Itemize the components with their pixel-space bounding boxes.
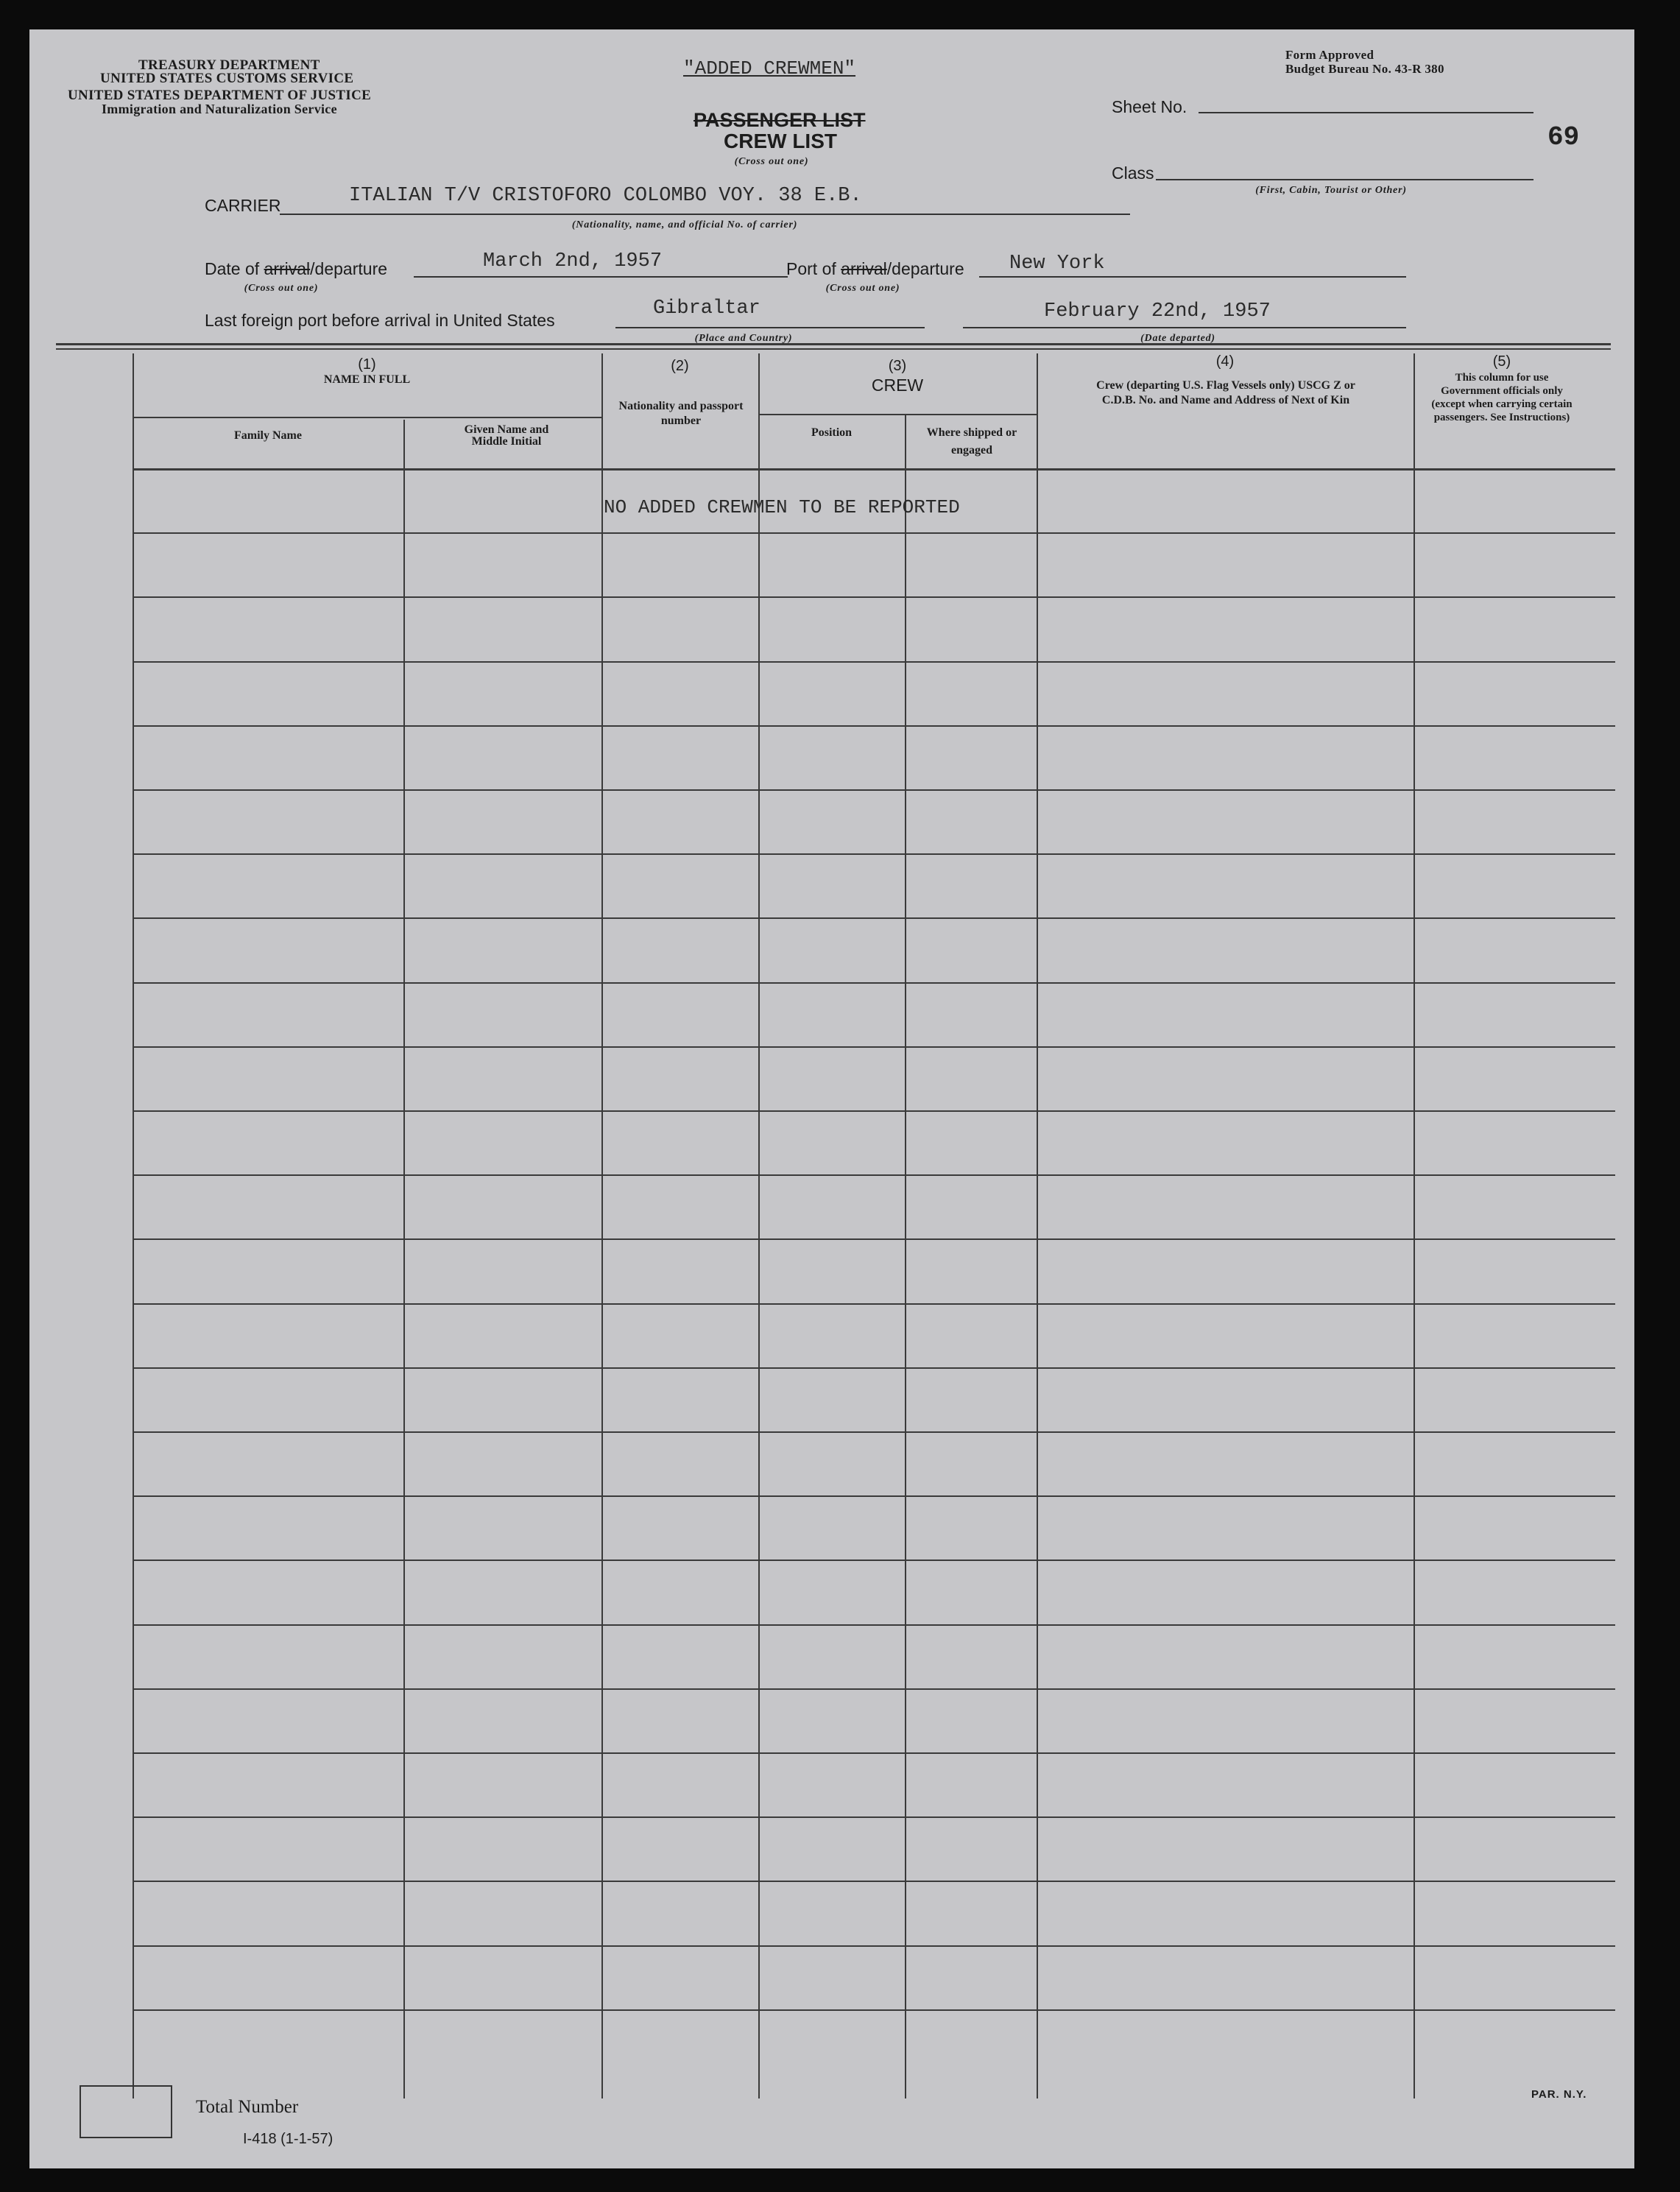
table-row-line [133, 1688, 1615, 1690]
table-row-line [133, 982, 1615, 984]
table-row-line [133, 1945, 1615, 1947]
col2-number: (2) [671, 358, 689, 374]
crew-list-title: CREW LIST [724, 130, 837, 152]
table-row-line [133, 2009, 1615, 2011]
table-row-line [133, 1046, 1615, 1048]
last-port-value: Gibraltar [653, 297, 760, 320]
carrier-label: CARRIER [205, 196, 281, 215]
date-caption: (Cross out one) [244, 283, 319, 294]
carrier-caption: (Nationality, name, and official No. of carrier) [571, 219, 798, 230]
table-row-line [133, 1367, 1615, 1369]
list-cross-out-caption: (Cross out one) [734, 156, 809, 167]
name-subheader-rule [133, 417, 601, 418]
col-divider-crew [758, 353, 760, 2098]
next-of-kin-header: Crew (departing U.S. Flag Vessels only) USCG Z or C.D.B. No. and Name and Address of Next of Kin [1096, 379, 1355, 406]
table-row-line [133, 661, 1615, 663]
col-divider-next-of-kin [1037, 353, 1038, 2098]
sheet-label: Sheet No. [1112, 97, 1187, 116]
col3-number: (3) [888, 358, 907, 374]
col5-number: (5) [1492, 353, 1511, 370]
port-label-prefix: Port of [786, 259, 841, 278]
table-row-line [133, 1816, 1615, 1818]
class-caption: (First, Cabin, Tourist or Other) [1255, 185, 1407, 196]
given-name-header: Given Name and Middle Initial [464, 423, 549, 448]
col-divider-where-shipped [905, 414, 906, 2098]
crew-table [29, 29, 1634, 2168]
agency-line-2: UNITED STATES CUSTOMS SERVICE [100, 71, 354, 86]
agency-line-3: UNITED STATES DEPARTMENT OF JUSTICE [68, 88, 372, 103]
where-shipped-header: Where shipped or engaged [926, 426, 1017, 457]
position-header: Position [811, 426, 853, 439]
table-left-border [133, 353, 134, 2098]
table-row-line [133, 1431, 1615, 1433]
table-row-line [133, 596, 1615, 598]
port-label-struck: arrival [841, 259, 887, 278]
agency-line-1: TREASURY DEPARTMENT [138, 57, 320, 73]
form-number: I-418 (1-1-57) [243, 2131, 333, 2147]
crew-subheader-rule [758, 414, 1037, 415]
agency-line-4: Immigration and Naturalization Service [102, 102, 337, 116]
class-label: Class [1112, 163, 1154, 183]
port-caption: (Cross out one) [825, 283, 900, 294]
table-row-line [133, 917, 1615, 919]
table-row-line [133, 1303, 1615, 1305]
port-value: New York [1009, 253, 1105, 275]
table-row-line [133, 1495, 1615, 1497]
table-row-line [133, 1752, 1615, 1754]
carrier-value: ITALIAN T/V CRISTOFORO COLOMBO VOY. 38 E.B. [349, 185, 862, 207]
nationality-header: Nationality and passport number [618, 400, 744, 427]
table-row-line [133, 1110, 1615, 1112]
total-number-box[interactable] [80, 2085, 172, 2138]
col-divider-government [1413, 353, 1415, 2098]
sheet-number: 69 [1547, 122, 1580, 152]
col-divider-given [403, 420, 405, 2098]
col1-number: (1) [358, 356, 376, 373]
crew-header: CREW [871, 376, 924, 395]
date-label-struck: arrival [264, 259, 311, 278]
budget-bureau: Budget Bureau No. 43-R 380 [1285, 62, 1444, 76]
table-row-line [133, 532, 1615, 534]
table-row-line [133, 1560, 1615, 1561]
last-port-label: Last foreign port before arrival in United States [205, 311, 555, 330]
no-crewmen-note: NO ADDED CREWMEN TO BE REPORTED [604, 496, 960, 518]
table-row-line [133, 789, 1615, 791]
table-row-line [133, 1624, 1615, 1626]
table-row-line [133, 1881, 1615, 1882]
port-label-suffix: /departure [886, 259, 964, 278]
col-divider-nationality [601, 353, 603, 2098]
form-page [29, 29, 1634, 2168]
printer-mark: PAR. N.Y. [1531, 2088, 1587, 2101]
government-header: This column for use Government officials only (except when carrying certain passengers. See Instructions) [1431, 372, 1573, 423]
last-port-caption: (Place and Country) [694, 333, 793, 344]
date-departed-value: February 22nd, 1957 [1044, 300, 1271, 323]
header-bottom-rule [133, 468, 1615, 471]
table-row-line [133, 725, 1615, 727]
date-label-suffix: /departure [310, 259, 388, 278]
added-crewmen-stamp: "ADDED CREWMEN" [683, 57, 856, 80]
total-number-label: Total Number [196, 2097, 299, 2117]
form-approved: Form Approved [1285, 48, 1374, 62]
table-row-line [133, 1238, 1615, 1240]
date-departed-caption: (Date departed) [1140, 333, 1215, 344]
col4-number: (4) [1215, 353, 1235, 370]
passenger-list-title: PASSENGER LIST [693, 109, 866, 131]
table-row-line [133, 853, 1615, 855]
col1-title: NAME IN FULL [323, 373, 411, 386]
date-value: March 2nd, 1957 [483, 250, 663, 272]
table-row-line [133, 1174, 1615, 1176]
family-name-header: Family Name [234, 429, 302, 442]
date-label-prefix: Date of [205, 259, 264, 278]
